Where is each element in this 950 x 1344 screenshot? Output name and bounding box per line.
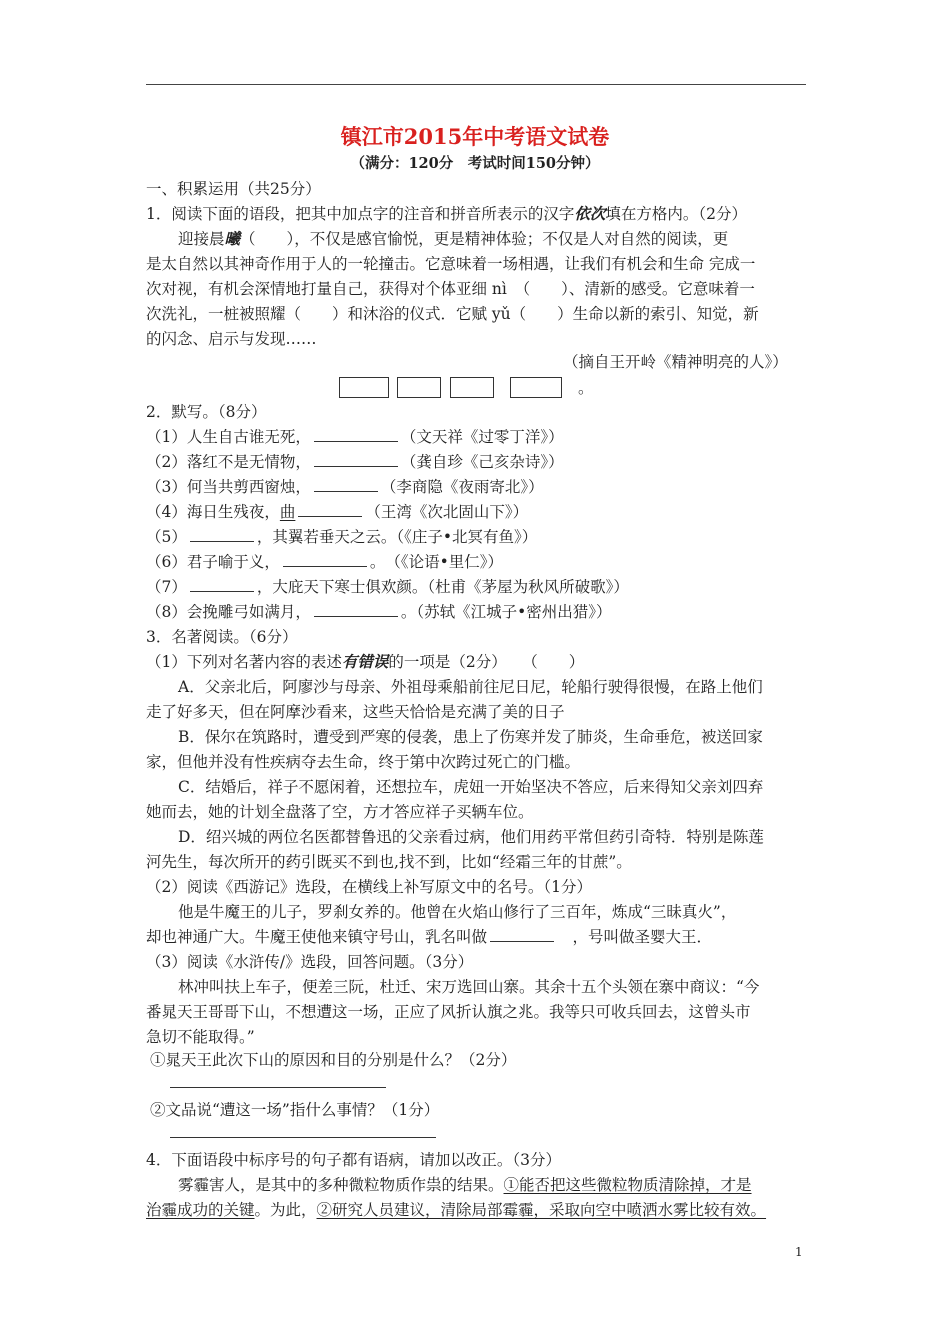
header-rule: [146, 84, 806, 85]
q4-passage-line: 治霾成功的关键。为此，②研究人员建议，清除局部霉霾，采取向空中喷洒水雾比较有效。: [146, 1201, 767, 1219]
boxes-period: 。: [578, 379, 594, 397]
fill-blank[interactable]: [314, 452, 398, 467]
page-number: 1: [795, 1245, 803, 1259]
option-a-cont: 走了好多天，但在阿摩沙看来，这些天恰恰是充满了美的日子: [146, 703, 565, 721]
option-c: C．结婚后，祥子不愿闲着，还想拉车，虎妞一开始坚决不答应，后来得知父亲刘四弃: [178, 778, 764, 796]
option-d-cont: 河先生，每次所开的药引既买不到也,找不到，比如“经霜三年的甘蔗”。: [146, 853, 632, 871]
fill-blank[interactable]: [298, 502, 362, 517]
fill-blank[interactable]: [190, 527, 254, 542]
option-d: D．绍兴城的两位名医都替鲁迅的父亲看过病，他们用药平常但药引奇特．特别是陈莲: [178, 828, 764, 846]
q3-sub3-text: 林冲叫扶上车子，便差三阮，杜迁、宋万选回山寨。其余十五个头领在寨中商议：“今: [178, 978, 760, 996]
q2-item: （5） ，其翼若垂天之云。（《庄子•北冥有鱼》）: [146, 528, 538, 546]
option-c-cont: 她而去，她的计划全盘落了空，方才答应祥子买辆车位。: [146, 803, 534, 821]
q2-item: （6）君子喻于义， 。 （《论语•里仁》）: [146, 553, 504, 571]
option-b-cont: 家，但他并没有性疾病夺去生命，终于第中次跨过死亡的门槛。: [146, 753, 581, 771]
q1-passage-line: 次洗礼，一桩被照耀（ ）和沐浴的仪式．它赋 yǔ（ ）生命以新的索引、知觉，新: [146, 305, 759, 323]
q2-item: （2）落红不是无情物， （龚自珍《己亥杂诗》）: [146, 453, 564, 471]
q1-stem: 1．阅读下面的语段，把其中加点字的注音和拼音所表示的汉字依次填在方格内。（2分）: [146, 204, 748, 223]
q3-sub2-text: 他是牛魔王的儿子，罗刹女养的。他曾在火焰山修行了三百年，炼成“三昧真火”，: [178, 903, 737, 921]
q4-passage-line: 雾霾害人，是其中的多种微粒物质作祟的结果。①能否把这些微粒物质清除掉，才是: [178, 1176, 752, 1194]
q2-item: （3）何当共剪西窗烛， （李商隐《夜雨寄北》）: [146, 478, 544, 496]
answer-box-3[interactable]: [450, 377, 494, 398]
fill-blank[interactable]: [190, 577, 254, 592]
q1-passage-line: 迎接晨曦（ ），不仅是感官愉悦，更是精神体验；不仅是人对自然的阅读，更: [178, 229, 729, 248]
option-b: B．保尔在筑路时，遭受到严寒的侵袭，患上了伤寒并发了肺炎，生命垂危，被送回家: [178, 728, 763, 746]
q1-passage-line: 次对视，有机会深情地打量自己，获得对个体亚细 nì （ ）、清新的感受。它意味着一: [146, 280, 755, 298]
q1-source: （摘自王开岭《精神明亮的人》）: [563, 353, 788, 371]
q2-stem: 2．默写。（8分）: [146, 403, 267, 421]
q3-sub3-text: 番晁天王哥哥下山，不想遭这一场，正应了风折认旗之兆。我等只可收兵回去，这曾头市: [146, 1003, 751, 1021]
exam-subtitle: （满分：120分 考试时间150分钟）: [350, 155, 600, 172]
q1-passage-line: 的闪念、启示与发现……: [146, 330, 317, 348]
section-heading: 一、积累运用（共25分）: [146, 180, 321, 198]
exam-title: 镇江市2015年中考语文试卷: [340, 124, 610, 149]
q3-sub2-text: 却也神通广大。牛魔王使他来镇守号山，乳名叫做 ，号叫做圣婴大王．: [146, 928, 713, 946]
q3-sub1: （1）下列对名著内容的表述有错误的一项是（2分） （ ）: [146, 652, 585, 671]
answer-line[interactable]: [170, 1137, 436, 1138]
option-a: A．父亲北后，阿廖沙与母亲、外祖母乘船前往尼日尼，轮船行驶得很慢，在路上他们: [178, 678, 763, 696]
q2-item: （4）海日生残夜，曲 （王湾《次北固山下》）: [146, 503, 529, 521]
fill-blank[interactable]: [490, 927, 554, 942]
answer-box-4[interactable]: [510, 377, 562, 398]
q2-item: （1）人生自古谁无死， （文天祥《过零丁洋》）: [146, 428, 564, 446]
answer-box-1[interactable]: [339, 377, 389, 398]
q3-stem: 3．名著阅读。（6分）: [146, 628, 298, 646]
q3-sub3-text: 急切不能取得。”: [146, 1028, 255, 1046]
q3-sub3: （3）阅读《水浒传/》选段，回答问题。（3分）: [146, 953, 474, 971]
q2-item: （8）会挽雕弓如满月， 。（苏轼《江城子•密州出猎》）: [146, 603, 612, 621]
q2-item: （7） ，大庇天下寒士俱欢颜。（杜甫《茅屋为秋风所破歌》）: [146, 578, 629, 596]
q1-passage-line: 是太自然以其神奇作用于人的一轮撞击。它意味着一场相遇，让我们有机会和生命 完成一: [146, 255, 756, 273]
fill-blank[interactable]: [314, 602, 398, 617]
answer-box-2[interactable]: [397, 377, 441, 398]
answer-line[interactable]: [170, 1087, 386, 1088]
fill-blank[interactable]: [283, 552, 367, 567]
fill-blank[interactable]: [314, 427, 398, 442]
fill-blank[interactable]: [314, 477, 378, 492]
q4-stem: 4．下面语段中标序号的句子都有语病，请加以改正。（3分）: [146, 1151, 561, 1169]
q3-sub2: （2）阅读《西游记》选段，在横线上补写原文中的名号。（1分）: [146, 878, 592, 896]
q3-question-2: ②文品说“遭这一场”指什么事情？（1分）: [150, 1101, 440, 1119]
dotted-char: 曦: [224, 229, 241, 248]
q3-question-1: ①晁天王此次下山的原因和目的分别是什么？（2分）: [150, 1051, 517, 1069]
